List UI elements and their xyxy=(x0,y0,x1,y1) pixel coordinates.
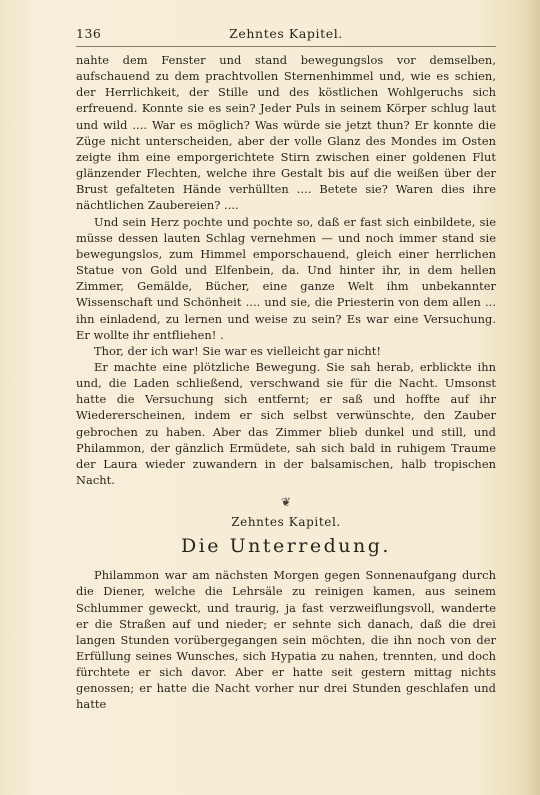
paragraph: Er machte eine plötzliche Bewegung. Sie sah herab, erblickte ihn und, die Laden schließend, verschwand sie für die Nacht. Umsonst hatte die Versuchung sich entfernt; er saß und hoffte auf ihr Wiedererscheinen, indem er sich selbst verwünschte, den Zauber gebrochen zu haben. Aber das Zimmer blieb dunkel und still, und Philammon, der gänzlich Ermüdete, sah sich bald in ruhigem Traume der Laura wieder zuwandern in der balsamischen, halb tropischen Nacht. xyxy=(76,359,496,488)
paragraph: Und sein Herz pochte und pochte so, daß er fast sich einbildete, sie müsse dessen lauten Schlag vernehmen — und noch immer stand sie bewegungslos, zum Himmel emporschauend, gleich einer herrlichen Statue von Gold und Elfenbein, da. Und hinter ihr, in dem hellen Zimmer, Gemälde, Bücher, eine ganze Welt ihm unbekannter Wissenschaft und Schönheit .... und sie, die Priesterin von dem allen ... ihn einladend, zu lernen und weise zu sein? Es war eine Versuchung. Er wollte ihr entfliehen! . xyxy=(76,214,496,342)
chapter-title: Die Unterredung. xyxy=(181,535,391,558)
running-title: Zehntes Kapitel. xyxy=(229,26,343,41)
page-body xyxy=(76,52,496,713)
page-header xyxy=(76,26,496,44)
chapter-number-label: Zehntes Kapitel. xyxy=(231,515,341,530)
paragraph: nahte dem Fenster und stand bewegungslos vor demselben, aufschauend zu dem prachtvollen Sternenhimmel und, wie es schien, der Herrlichkeit, der Stille und des köstlichen Wohlgeruchs sich erfreuend. Konnte sie es sein? Jeder Puls in seinem Körper schlug laut und wild .... War es möglich? Was würde sie jetzt thun? Er konnte die Züge nicht unterscheiden, aber der volle Glanz des Mondes im Osten zeigte ihm eine emporgerichtete Stirn zwischen einer goldenen Flut glänzender Flechten, welche ihre Gestalt bis auf die weißen über der Brust gefalteten Hände verhüllten .... Betete sie? Waren dies ihre nächtlichen Zaubereien? .... xyxy=(76,53,496,213)
page-number: 136 xyxy=(76,26,102,41)
section-2 xyxy=(76,567,496,712)
section-ornament-icon: ❦ xyxy=(280,495,292,510)
section-1 xyxy=(76,52,496,488)
paragraph: Thor, der ich war! Sie war es vielleicht gar nicht! xyxy=(94,343,382,358)
paragraph: Philammon war am nächsten Morgen gegen Sonnenaufgang durch die Diener, welche die Lehrsäle zu reinigen kamen, aus seinem Schlummer geweckt, und traurig, ja fast verzweiflungsvoll, wanderte er die Straßen auf und nieder; er sehnte sich danach, daß die drei langen Stunden vorübergegangen sein möchten, die ihn noch von der Erfüllung seines Wunsches, sich Hypatia zu nahen, trennten, und doch fürchtete er sich davor. Aber er hatte seit gestern mittag nichts genossen; er hatte die Nacht vorher nur drei Stunden geschlafen und hatte xyxy=(76,568,496,712)
header-rule xyxy=(76,46,496,47)
